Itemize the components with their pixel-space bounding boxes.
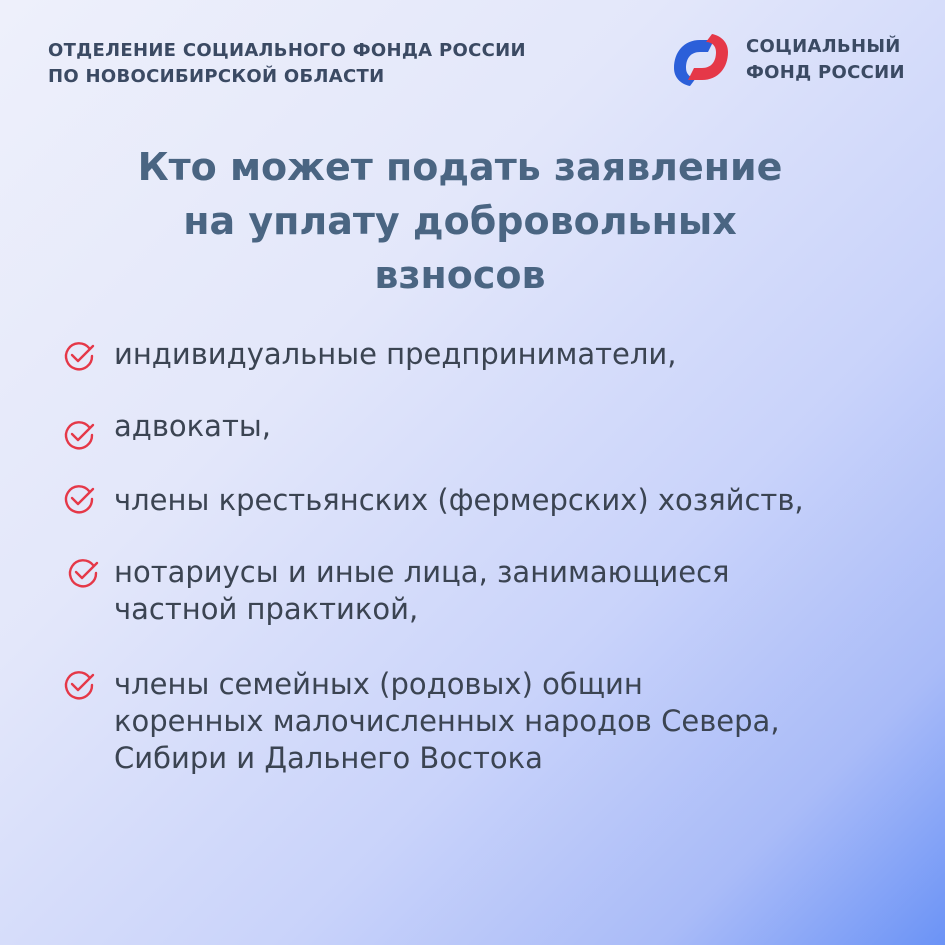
logo-line-2: ФОНД РОССИИ [746,62,905,83]
list-item-text [114,554,729,628]
list-item-text [114,666,780,777]
list-item-line: нотариусы и иные лица, занимающиеся [114,555,730,589]
sfr-logo-icon [668,32,734,88]
check-circle-icon [62,339,96,373]
list-item-line: индивидуальные предприниматели, [114,337,677,371]
check-circle-icon [62,668,96,702]
header-org-line-1: ОТДЕЛЕНИЕ СОЦИАЛЬНОГО ФОНДА РОССИИ [48,40,526,61]
list-item-text [114,482,804,519]
list-item-line: члены семейных (родовых) общин [114,667,643,701]
header-org-line-2: ПО НОВОСИБИРСКОЙ ОБЛАСТИ [48,66,385,87]
title-line-3: взносов [374,253,546,297]
logo-text [746,34,905,86]
logo [668,32,905,88]
check-circle-icon [62,418,96,452]
check-circle-icon [66,556,100,590]
list-item-text [114,336,676,373]
list-item-line: адвокаты, [114,409,271,443]
list-item-line: Сибири и Дальнего Востока [114,741,543,775]
page-title [0,140,920,302]
check-circle-icon [62,482,96,516]
list-item-text [114,408,271,445]
logo-line-1: СОЦИАЛЬНЫЙ [746,36,901,57]
title-line-2: на уплату добровольных [183,199,737,243]
title-line-1: Кто может подать заявление [137,145,783,189]
list-item-line: частной практикой, [114,592,419,626]
list-item-line: члены крестьянских (фермерских) хозяйств, [114,483,804,517]
list-item-line: коренных малочисленных народов Севера, [114,704,780,738]
header-organization [48,38,526,90]
